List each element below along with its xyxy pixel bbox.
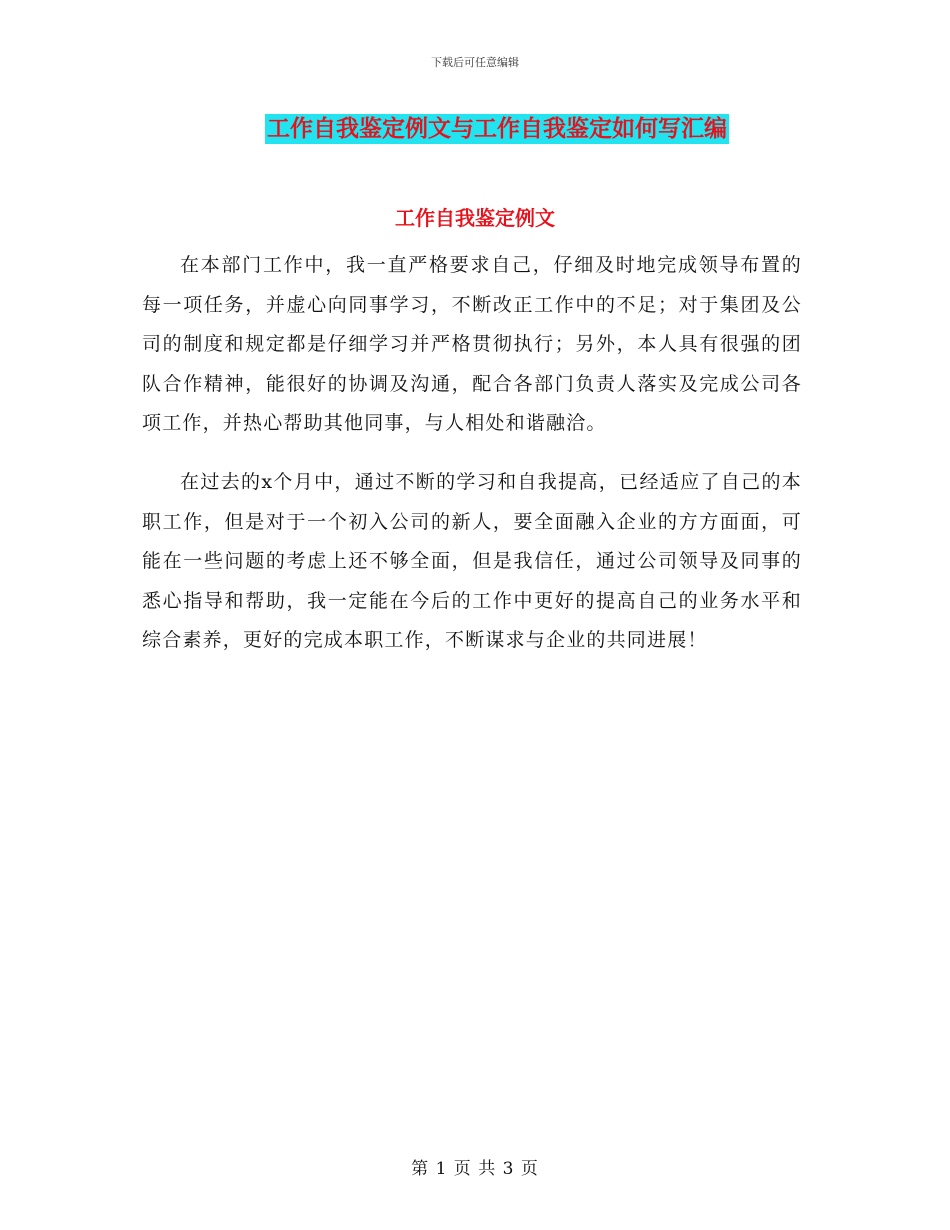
- header-note: 下载后可任意编辑: [431, 56, 519, 69]
- main-title-container: [0, 114, 950, 144]
- section-title: [0, 202, 950, 231]
- section-title-text: 工作自我鉴定例文: [395, 206, 555, 230]
- main-title: 工作自我鉴定例文与工作自我鉴定如何写汇编: [267, 115, 727, 142]
- paragraph-2: 在过去的x个月中，通过不断的学习和自我提高，已经适应了自己的本职工作，但是对于一个初入公司的新人，要全面融入企业的方方面面，可能在一些问题的考虑上还不够全面，但是我信任，通过公司领导及同事的悉心指导和帮助，我一定能在今后的工作中更好的提高自己的业务水平和综合素养，更好的完成本职工作，不断谋求与企业的共同进展！: [142, 471, 802, 651]
- paragraph-1: 在本部门工作中，我一直严格要求自己，仔细及时地完成领导布置的每一项任务，并虚心向同事学习，不断改正工作中的不足；对于集团及公司的制度和规定都是仔细学习并严格贯彻执行；另外，本人具有很强的团队合作精神，能很好的协调及沟通，配合各部门负责人落实及完成公司各项工作，并热心帮助其他同事，与人相处和谐融洽。: [142, 254, 802, 434]
- page-footer: 第 1 页 共 3 页: [411, 1159, 539, 1179]
